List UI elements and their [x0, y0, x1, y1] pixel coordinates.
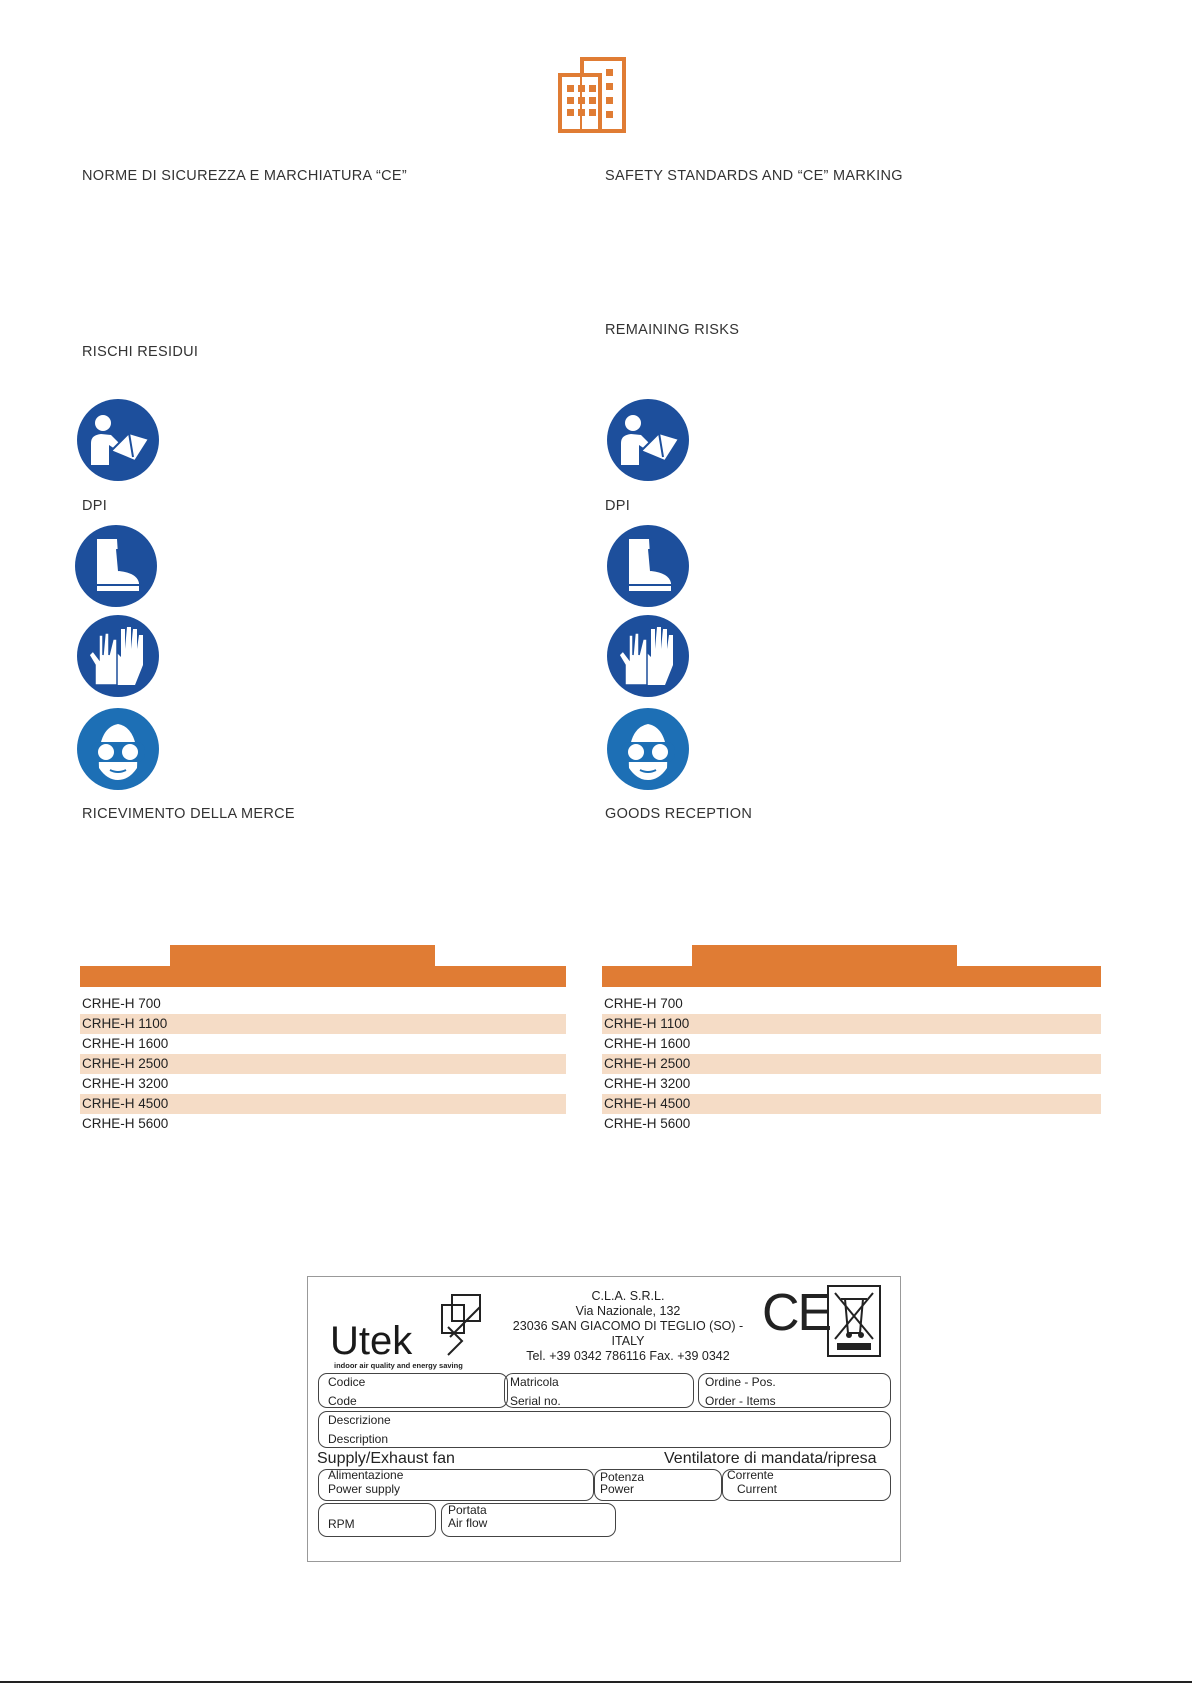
corrente-label: Corrente [727, 1468, 774, 1482]
protective-gloves-icon [607, 615, 689, 697]
company-address: C.L.A. S.R.L. Via Nazionale, 132 23036 SAN GIACOMO DI TEGLIO (SO) - ITALY Tel. +39 0342 786116 Fax. +39 0342 [512, 1289, 744, 1363]
table-row: CRHE-H 3200 [82, 1076, 169, 1091]
left-reception-heading: RICEVIMENTO DELLA MERCE [82, 806, 295, 822]
table-header-tab [692, 945, 957, 967]
left-safety-heading: NORME DI SICUREZZA E MARCHIATURA “CE” [82, 168, 408, 184]
table-header-bar [80, 966, 566, 987]
air-flow-label: Air flow [448, 1516, 488, 1530]
power-supply-label: Power supply [328, 1482, 401, 1496]
table-row: CRHE-H 5600 [604, 1116, 691, 1131]
safety-boots-icon [607, 525, 689, 607]
table-header-tab [170, 945, 435, 967]
table-row: CRHE-H 1100 [80, 1014, 566, 1034]
ventilatore-label: Ventilatore di mandata/ripresa [664, 1450, 877, 1467]
right-model-table [602, 945, 1101, 1131]
table-row: CRHE-H 4500 [80, 1094, 566, 1114]
power-label: Power [600, 1482, 635, 1496]
serial-label: Serial no. [510, 1394, 561, 1408]
office-building-icon [558, 57, 628, 135]
current-label: Current [737, 1482, 778, 1496]
table-row: CRHE-H 1600 [82, 1036, 169, 1051]
rating-plate [307, 1276, 901, 1562]
right-dpi-heading: DPI [605, 498, 631, 514]
brand-tagline: indoor air quality and energy saving [334, 1361, 463, 1370]
table-row: CRHE-H 700 [82, 996, 161, 1011]
read-manual-icon [607, 399, 689, 481]
matricola-label: Matricola [510, 1375, 559, 1389]
alimentazione-label: Alimentazione [328, 1468, 404, 1482]
brand-name: Utek [330, 1319, 413, 1363]
description-field [318, 1411, 891, 1448]
safety-goggles-icon [77, 708, 159, 790]
table-header-bar [602, 966, 1101, 987]
ordine-label: Ordine - Pos. [705, 1375, 776, 1389]
table-row: CRHE-H 4500 [602, 1094, 1101, 1114]
right-risks-heading: REMAINING RISKS [605, 322, 740, 338]
left-dpi-heading: DPI [82, 498, 108, 514]
codice-label: Codice [328, 1375, 366, 1389]
description-label: Description [328, 1432, 389, 1446]
right-safety-heading: SAFETY STANDARDS AND “CE” MARKING [605, 168, 903, 184]
table-row: CRHE-H 700 [604, 996, 683, 1011]
portata-label: Portata [448, 1503, 487, 1517]
weee-bin-icon [827, 1285, 881, 1357]
safety-goggles-icon [607, 708, 689, 790]
potenza-label: Potenza [600, 1470, 645, 1484]
table-row: CRHE-H 1600 [604, 1036, 691, 1051]
table-row: CRHE-H 5600 [82, 1116, 169, 1131]
table-row: CRHE-H 2500 [80, 1054, 566, 1074]
supply-exhaust-label: Supply/Exhaust fan [317, 1450, 455, 1467]
safety-boots-icon [75, 525, 157, 607]
left-risks-heading: RISCHI RESIDUI [82, 344, 199, 360]
table-row: CRHE-H 3200 [604, 1076, 691, 1091]
table-row: CRHE-H 2500 [602, 1054, 1101, 1074]
page-bottom-rule [0, 1681, 1192, 1683]
order-label: Order - Items [705, 1394, 776, 1408]
ce-mark: CE [762, 1284, 831, 1342]
rpm-label: RPM [328, 1517, 355, 1531]
right-reception-heading: GOODS RECEPTION [605, 806, 753, 822]
descrizione-label: Descrizione [328, 1413, 391, 1427]
left-model-table [80, 945, 566, 1131]
read-manual-icon [77, 399, 159, 481]
table-row: CRHE-H 1100 [602, 1014, 1101, 1034]
code-label: Code [328, 1394, 357, 1408]
protective-gloves-icon [77, 615, 159, 697]
